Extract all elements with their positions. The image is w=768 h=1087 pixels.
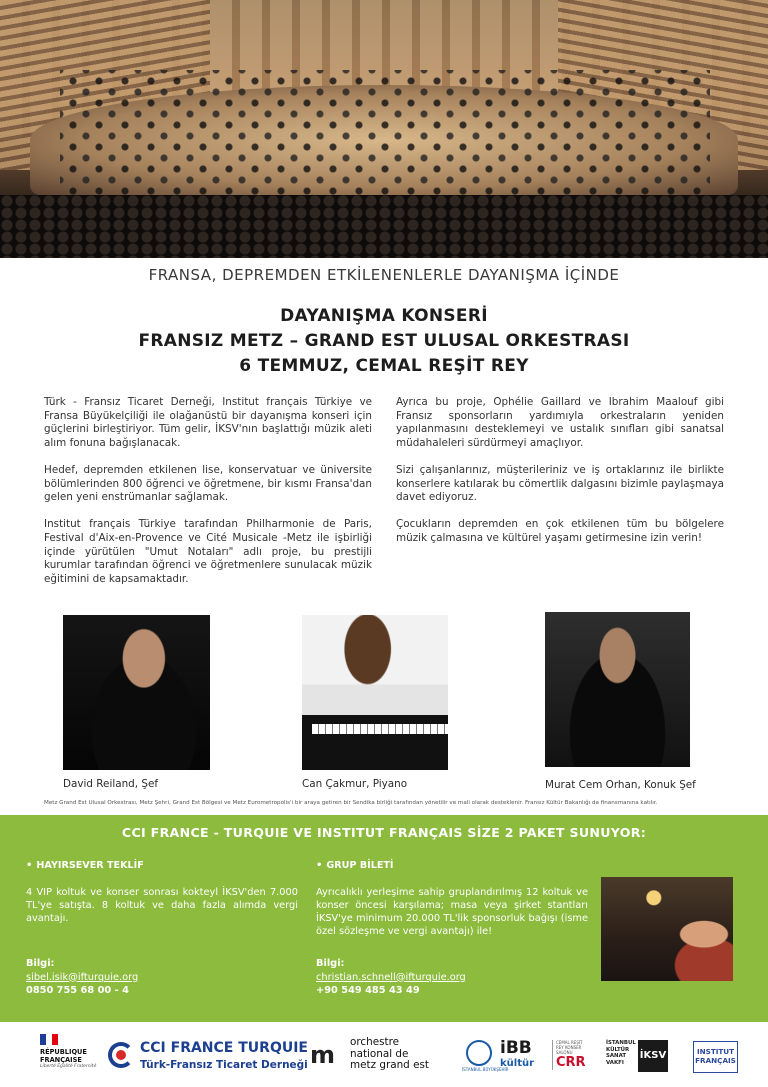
logo-line: orchestre — [350, 1036, 400, 1048]
logo-line: FRANÇAIS — [695, 1056, 736, 1065]
logo-subtext: kültür — [500, 1058, 535, 1069]
guest-conductor-photo — [545, 612, 690, 767]
phone-number: +90 549 485 43 49 — [316, 985, 420, 996]
artist-caption: Can Çakmur, Piyano — [302, 778, 408, 790]
logo-text — [350, 1037, 429, 1072]
concert-title — [0, 304, 768, 379]
onm-mark-icon: m — [310, 1041, 336, 1069]
audience — [0, 195, 768, 258]
email-link[interactable]: christian.schnell@ifturquie.org — [316, 971, 466, 983]
body-column-left — [44, 396, 372, 600]
title-line-3: 6 TEMMUZ, CEMAL REŞİT REY — [239, 356, 529, 376]
phone-number: 0850 755 68 00 - 4 — [26, 985, 129, 996]
info-label: Bilgi: — [26, 958, 55, 969]
kicker-heading: FRANSA, DEPREMDEN ETKİLENENLERLE DAYANIŞMA İÇİNDE — [148, 266, 620, 284]
package-group — [316, 859, 588, 954]
paragraph: Institut français Türkiye tarafından Philharmonie de Paris, Festival d'Aix-en-Provence ve Cité Musicale -Metz ile işbirliği içinde yürütülen "Umut Notaları" adlı proje, bu prestijli kurumlar tarafından öğrenci ve öğretmenlere sunulacak müzik eğitimini de kapsamaktadır. — [44, 518, 372, 585]
title-line-2: FRANSIZ METZ – GRAND EST ULUSAL ORKESTRASI — [138, 331, 630, 351]
package-contact — [26, 957, 138, 998]
package-heading-text: GRUP BİLETİ — [326, 860, 394, 871]
french-flag-icon — [40, 1034, 58, 1045]
paragraph: Türk - Fransız Ticaret Derneği, Institut français Türkiye ve Fransa Büyükelçiliği ile olağanüstü bir dayanışma konseri için güçlerini birleştiriyor. Tüm gelir, İKSV'nın başlattığı müzik aleti alım fonuna bağışlanacak. — [44, 396, 372, 449]
republique-francaise-logo — [40, 1034, 100, 1069]
info-label: Bilgi: — [316, 958, 345, 969]
ibb-kultur-crr-logo — [462, 1038, 586, 1074]
paragraph: Çocukların depremden en çok etkilenen tüm bu bölgelere müzik çalmasına ve kültürel yaşamı getirmesine izin verin! — [396, 518, 724, 544]
iksv-logo — [606, 1040, 676, 1074]
crr-text: CRR — [556, 1055, 586, 1070]
logo-text: RÉPUBLIQUE — [40, 1048, 87, 1056]
crr-small-text: CEMAL REŞİT REY KONSER SALONU — [556, 1040, 583, 1055]
bullet-icon: • — [316, 860, 323, 871]
package-heading-text: HAYIRSEVER TEKLİF — [36, 860, 144, 871]
body-column-right — [396, 396, 724, 559]
funding-footnote: Metz Grand Est Ulusal Orkestrası, Metz Şehri, Grand Est Bölgesi ve Metz Eurometropolis'i bir araya getiren bir Sendika birliği tarafından yönetilir ve mali olarak desteklenir. Fransız Kültür Bakanlığı da finansmanına katılır. — [44, 800, 658, 806]
istanbul-seal-icon — [466, 1040, 492, 1066]
logo-line: metz grand est — [350, 1059, 429, 1071]
crr-logo — [552, 1040, 584, 1070]
package-heading — [316, 859, 588, 872]
package-charity — [26, 859, 298, 941]
logo-motto: Liberté Égalité Fraternité — [40, 1064, 97, 1069]
logo-subtext: Türk-Fransız Ticaret Derneği — [140, 1059, 308, 1071]
artist-caption: David Reiland, Şef — [63, 778, 159, 790]
title-line-1: DAYANIŞMA KONSERİ — [280, 306, 488, 326]
logo-text: FRANÇAISE — [40, 1056, 82, 1064]
logo-text: iBB — [500, 1038, 532, 1058]
conductor-photo — [63, 615, 210, 770]
logo-line: national de — [350, 1047, 409, 1060]
seal-text: İSTANBUL BÜYÜKŞEHİR — [462, 1067, 509, 1072]
paragraph: Hedef, depremden etkilenen lise, konservatuar ve üniversite bölümlerinden 800 öğrenci ve öğretmene, bir kısmı Fransa'dan gelen yeni enstrümanlar sağlamak. — [44, 463, 372, 504]
logo-text: İSTANBUL KÜLTÜR SANAT VAKFI — [606, 1040, 636, 1066]
pianist-photo — [302, 615, 448, 770]
piano-keys — [312, 724, 448, 734]
package-contact — [316, 957, 466, 998]
package-text: 4 VIP koltuk ve konser sonrası kokteyl İKSV'den 7.000 TL'ye satışta. 8 koltuk ve daha fazla alımda vergi avantajı. — [26, 887, 298, 924]
orchestra-musicians — [60, 70, 710, 200]
offer-title: CCI FRANCE - TURQUIE VE INSTITUT FRANÇAIS SİZE 2 PAKET SUNUYOR: — [121, 825, 647, 840]
bullet-icon: • — [26, 860, 33, 871]
paragraph: Sizi çalışanlarınız, müşterileriniz ve iş ortaklarınız ile birlikte konserlere katılarak bu cömertlik dalgasını bizimle paylaşmaya davet ediyoruz. — [396, 463, 724, 504]
logo-text: CCI FRANCE TURQUIE — [140, 1040, 308, 1056]
iksv-mark-icon: İKSV — [638, 1040, 668, 1072]
institut-francais-logo — [693, 1041, 738, 1073]
orchestra-hero-photo — [0, 0, 768, 258]
logo-line: INSTITUT — [696, 1047, 735, 1056]
cci-dot-icon — [116, 1050, 126, 1060]
artist-caption: Murat Cem Orhan, Konuk Şef — [545, 779, 696, 791]
gala-reception-photo — [601, 877, 733, 981]
package-text: Ayrıcalıklı yerleşime sahip gruplandırılmış 12 koltuk ve konser öncesi karşılama; masa veya şirket stantları İKSV'ye minimum 20.000 TL'lik sponsorluk bağışı (isme özel sözleşme ve vergi avantajı) ile! — [316, 887, 588, 937]
package-heading — [26, 859, 298, 872]
paragraph: Ayrıca bu proje, Ophélie Gaillard ve Ibrahim Maalouf gibi Fransız sponsorların yardımıyla orkestraların yeniden yapılanmasını desteklemeyi ve ustalık sınıfları gibi sanatsal müdahaleleri sürdürmeyi amaçlıyor. — [396, 396, 724, 449]
email-link[interactable]: sibel.isik@ifturquie.org — [26, 971, 139, 983]
